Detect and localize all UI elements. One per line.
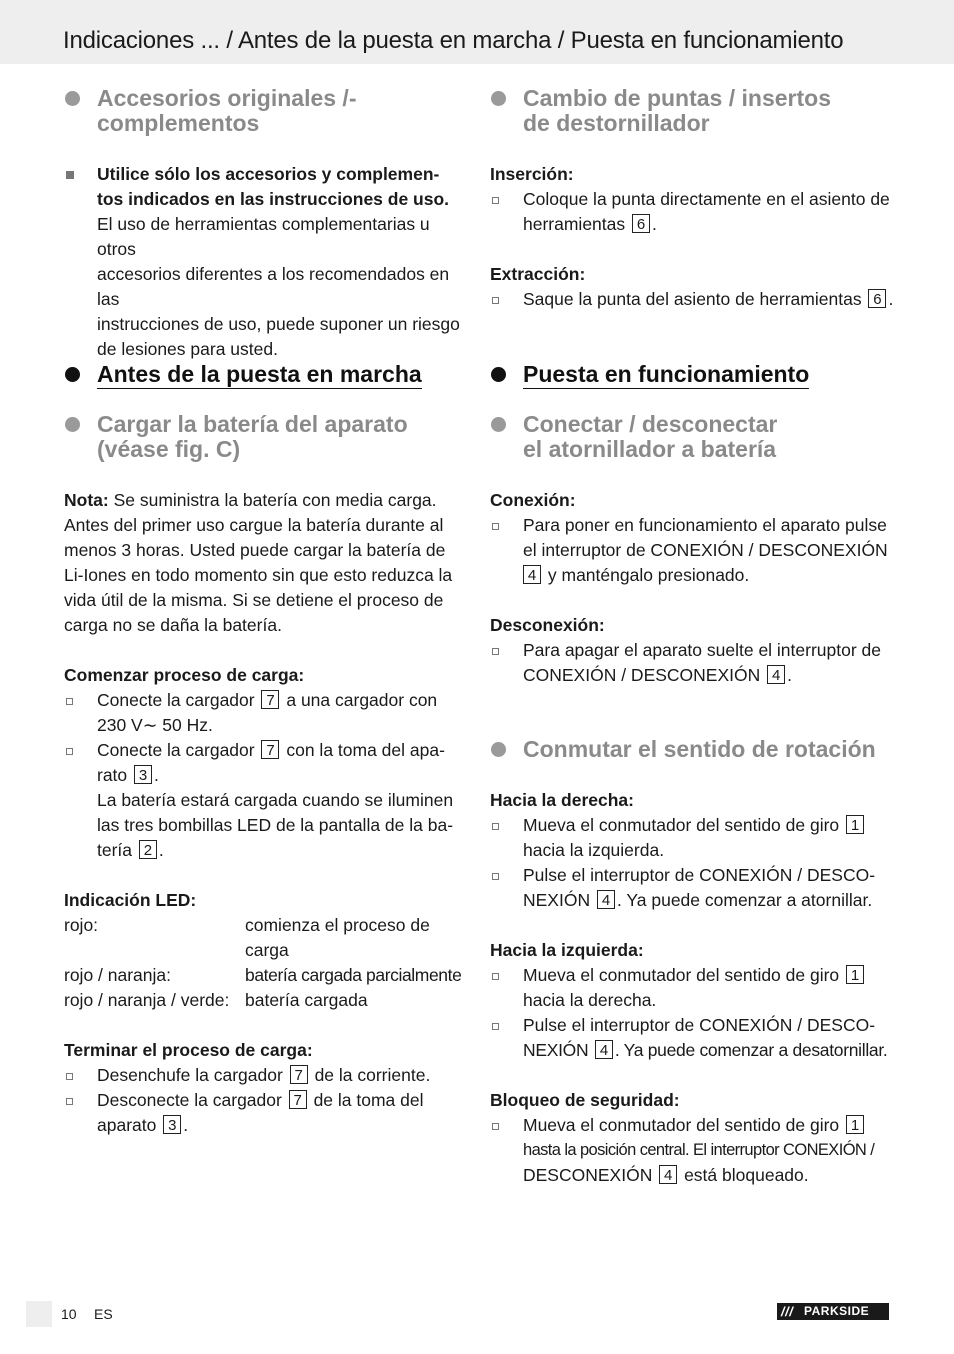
list-item: Para poner en funcionamiento el aparato pulse el interruptor de CONEXIÓN / DESCONEXIÓN 4 y manténgalo presionado. — [490, 513, 890, 588]
box-bullet-icon — [492, 297, 499, 304]
bloqueo-title: Bloqueo de seguridad: — [490, 1090, 680, 1110]
box-bullet-icon — [492, 1023, 499, 1030]
izquierda-title: Hacia la izquierda: — [490, 940, 644, 960]
box-bullet-icon — [66, 1073, 73, 1080]
derecha-title: Hacia la derecha: — [490, 790, 634, 810]
heading-antes: Antes de la puesta en marcha — [64, 362, 464, 387]
bullet-dot-icon — [65, 417, 80, 432]
list-item: Desconecte la cargador 7 de la toma del aparato 3 . — [64, 1088, 464, 1138]
list-item: Saque la punta del asiento de herramientas 6 . — [490, 287, 890, 312]
ref-number: 3 — [163, 1115, 181, 1134]
heading-conectar: Conectar / desconectar el atornillador a batería — [490, 412, 890, 462]
list-item: Pulse el interruptor de CONEXIÓN / DESCO- NEXIÓN 4 . Ya puede comenzar a desatornillar. — [490, 1013, 890, 1063]
bullet-dot-icon — [491, 417, 506, 432]
page-title: Indicaciones ... / Antes de la puesta en marcha / Puesta en funcionamiento — [63, 27, 844, 54]
ref-number: 1 — [846, 1115, 864, 1134]
box-bullet-icon — [492, 1123, 499, 1130]
terminar-title: Terminar el proceso de carga: — [64, 1040, 313, 1060]
ref-number: 3 — [134, 765, 152, 784]
led-title: Indicación LED: — [64, 890, 197, 910]
box-bullet-icon — [492, 648, 499, 655]
ref-number: 1 — [846, 815, 864, 834]
logo-slashes-icon: /// — [781, 1304, 794, 1319]
page-number: 10 — [61, 1306, 77, 1322]
ref-number: 1 — [846, 965, 864, 984]
heading-cargar: Cargar la batería del aparato (véase fig. C) — [64, 412, 464, 462]
heading-conmutar: Conmutar el sentido de rotación — [490, 737, 890, 762]
heading-accesorios: Accesorios originales /- complementos — [64, 86, 464, 136]
logo-text: PARKSIDE — [804, 1304, 870, 1318]
list-item: Conecte la cargador 7 a una cargador con 230 V∼ 50 Hz. — [64, 688, 464, 738]
box-bullet-icon — [492, 197, 499, 204]
box-bullet-icon — [492, 973, 499, 980]
ref-number: 4 — [659, 1165, 677, 1184]
desconexion-title: Desconexión: — [490, 615, 605, 635]
comenzar-title: Comenzar proceso de carga: — [64, 665, 305, 685]
box-bullet-icon — [66, 698, 73, 705]
insercion-title: Inserción: — [490, 164, 574, 184]
extraccion-title: Extracción: — [490, 264, 586, 284]
ref-number: 7 — [261, 740, 279, 759]
heading-puesta: Puesta en funcionamiento — [490, 362, 890, 387]
box-bullet-icon — [492, 523, 499, 530]
led-row: rojo / naranja / verde: batería cargada — [64, 990, 368, 1010]
bullet-dot-icon — [491, 742, 506, 757]
ref-number: 4 — [597, 890, 615, 909]
ref-number: 4 — [523, 565, 541, 584]
bullet-dot-icon — [65, 91, 80, 106]
list-item: Mueva el conmutador del sentido de giro 1 hacia la derecha. — [490, 963, 890, 1013]
led-row: rojo / naranja: batería cargada parcialmente — [64, 965, 462, 985]
footer-marker — [26, 1301, 52, 1327]
heading-cambio: Cambio de puntas / insertos de destornillador — [490, 86, 890, 136]
bullet-dot-icon — [491, 367, 506, 382]
parkside-logo — [777, 1303, 889, 1320]
bullet-dot-icon — [491, 91, 506, 106]
list-item: Para apagar el aparato suelte el interruptor de CONEXIÓN / DESCONEXIÓN 4 . — [490, 638, 890, 688]
box-bullet-icon — [66, 748, 73, 755]
box-bullet-icon — [492, 873, 499, 880]
square-bullet-icon — [66, 171, 74, 179]
ref-number: 7 — [261, 690, 279, 709]
ref-number: 2 — [139, 840, 157, 859]
ref-number: 7 — [290, 1065, 308, 1084]
list-item: Pulse el interruptor de CONEXIÓN / DESCO- NEXIÓN 4 . Ya puede comenzar a atornillar. — [490, 863, 890, 913]
list-item: Mueva el conmutador del sentido de giro 1 hacia la izquierda. — [490, 813, 890, 863]
ref-number: 6 — [868, 289, 886, 308]
ref-number: 4 — [595, 1040, 613, 1059]
nota-paragraph: Nota: Se suministra la batería con media carga. Antes del primer uso cargue la batería durante al menos 3 horas. Usted puede cargar la batería de Li-Iones en todo momento sin que esto reduzca la vida útil de la misma. Si se detiene el proceso de carga no se daña la batería. — [64, 490, 453, 635]
box-bullet-icon — [492, 823, 499, 830]
box-bullet-icon — [66, 1098, 73, 1105]
list-item: Mueva el conmutador del sentido de giro 1 hasta la posición central. El interruptor CONEXIÓN / DESCONEXIÓN 4 está bloqueado. — [490, 1113, 890, 1188]
led-row: rojo: comienza el proceso de carga — [64, 915, 430, 960]
conexion-title: Conexión: — [490, 490, 576, 510]
bullet-dot-icon — [65, 367, 80, 382]
ref-number: 4 — [767, 665, 785, 684]
accesorios-warning: Utilice sólo los accesorios y complemen- tos indicados en las instrucciones de uso. El uso de herramientas complementarias u otros accesorios diferentes a los recomendados en las instrucciones de uso, puede suponer un riesgo de lesiones para usted. — [64, 162, 464, 362]
list-item: Coloque la punta directamente en el asiento de herramientas 6 . — [490, 187, 890, 237]
ref-number: 6 — [632, 214, 650, 233]
list-item: Desenchufe la cargador 7 de la corriente. — [64, 1063, 464, 1088]
language-code: ES — [94, 1306, 113, 1322]
ref-number: 7 — [289, 1090, 307, 1109]
list-item: Conecte la cargador 7 con la toma del apa- rato 3 . La batería estará cargada cuando se iluminen las tres bombillas LED de la pantalla de la ba- tería 2 . — [64, 738, 464, 863]
